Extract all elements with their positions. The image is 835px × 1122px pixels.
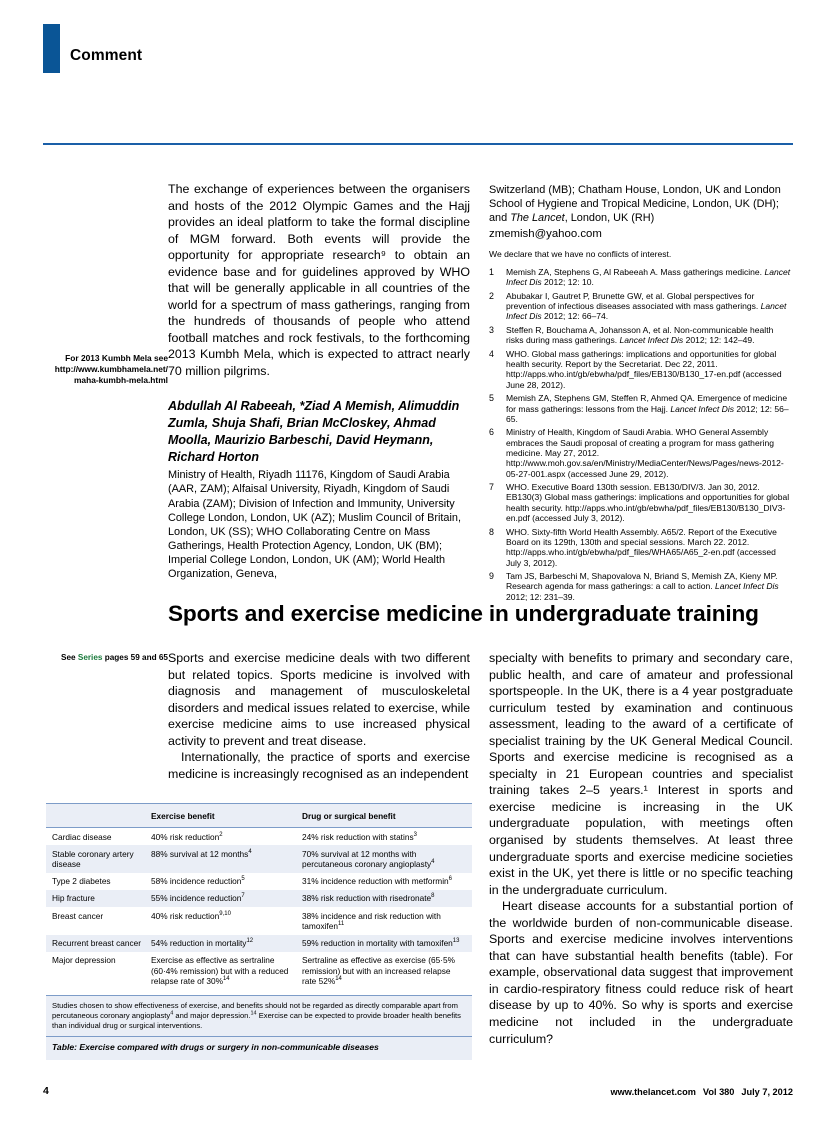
series-link[interactable]: Series (77, 653, 103, 662)
reference-text: Ministry of Health, Kingdom of Saudi Arabia. WHO General Assembly embraces the Saudi proposal of creating a program for mass gathering medicine. May 27, 2012. http://www.moh.gov.sa/en/Ministry/MediaCenter/News/Pages/news-2012-05-27-001.aspx (accessed June 29, 2012). (506, 427, 784, 479)
comment-paragraph: The exchange of experiences between the organisers and hosts of the 2012 Olympic Games and the Hajj provides an ideal platform to take the formal discipline of MGM forward. Both events will provide the opportunity for appropriate research⁹ to obtain an evidence base and for guidelines approved by WHO that will be generally applicable in all countries of the world for a spectrum of mass gatherings, ranging from the hundreds of thousands of people who attend football matches and rock festivals, to the forthcoming 2013 Kumbh Mela, which is expected to attract nearly 70 million pilgrims. (168, 182, 470, 379)
column-header-drug-benefit: Drug or surgical benefit (302, 804, 472, 828)
see-series-prefix: See (61, 653, 78, 662)
cell-condition: Cardiac disease (52, 831, 112, 842)
column-header-condition (46, 804, 151, 828)
reference-number: 3 (489, 324, 494, 335)
table-row (46, 873, 472, 890)
cell-drug-benefit: 70% survival at 12 months with percutaneous coronary angioplasty$^4$ (302, 848, 435, 870)
footer-source-line (603, 1087, 793, 1097)
reference-item (489, 427, 793, 479)
reference-number: 2 (489, 290, 494, 301)
cell-drug-benefit: 59% reduction in mortality with tamoxifen$^{13}$ (302, 938, 460, 949)
reference-text: WHO. Global mass gatherings: implications and opportunities for global health security. Report by the Secretariat. Dec 22, 2011. http://apps.who.int/gb/ebwha/pdf_files/EB130/B130_17-en.pdf (accessed June 28, 2012). (506, 348, 782, 390)
reference-item (489, 291, 793, 322)
cell-exercise-benefit: 40% risk reduction$^{9,10}$ (151, 910, 231, 921)
sports-left-column (168, 650, 470, 782)
reference-item (489, 325, 793, 346)
sports-right-column (489, 650, 793, 1047)
journal-name: The Lancet (510, 212, 565, 225)
page-section-title: Comment (70, 47, 143, 64)
table-row (46, 952, 472, 995)
reference-number: 9 (489, 571, 494, 582)
table-footnote: Studies chosen to show effectiveness of exercise, and benefits should not be regarded as directly comparable apart from percutaneous coronary angioplasty$^4$ and major depression.$^{14}$ Exercise can be expected to provide broader health benefits than individual drug or surgical interventions. (46, 995, 472, 1036)
reference-text: Steffen R, Bouchama A, Johansson A, et al. Non-communicable health risks during mass gatherings. Lancet Infect Dis 2012; 12: 142–49. (506, 324, 774, 346)
reference-text: Memish ZA, Stephens GM, Steffen R, Ahmed QA. Emergence of medicine for mass gatherings: lessons from the Hajj. Lancet Infect Dis 2012; 12: 56–65. (506, 393, 789, 424)
reference-item (489, 393, 793, 424)
reference-text: Memish ZA, Stephens G, Al Rabeeah A. Mass gatherings medicine. Lancet Infect Dis 2012; 12: 10. (506, 267, 791, 288)
reference-item (489, 349, 793, 390)
cell-condition: Stable coronary artery disease (52, 848, 134, 870)
cell-drug-benefit: 24% risk reduction with statins$^3$ (302, 831, 417, 842)
reference-text: WHO. Executive Board 130th session. EB130/DIV/3. Jan 30, 2012. EB130(3) Global mass gatherings: implications and opportunities for global health security. http://apps.who.int/gb/ebwha/pdf_files/EB130/B130_DIV3-en.pdf (accessed July 3, 2012). (506, 482, 790, 524)
margin-note-kumbh-mela (40, 353, 168, 387)
reference-text: WHO. Sixty-fifth World Health Assembly. A65/2. Report of the Executive Board on its 129th, 130th and special sessions. March 22. 2012. http://apps.who.int/gb/ebwha/pdf_files/WHA65/A65_2-en.pdf (accessed July 3, 2012). (506, 526, 777, 568)
cell-exercise-benefit: 40% risk reduction$^2$ (151, 831, 223, 842)
table-row (46, 845, 472, 872)
footer-volume: Vol 380 (702, 1087, 735, 1097)
reference-item (489, 571, 793, 602)
reference-item (489, 267, 793, 288)
cell-condition: Major depression (52, 955, 116, 966)
affiliations-right-text: Switzerland (MB); Chatham House, London, UK and London School of Hygiene and Tropical Medicine, London, UK (DH); and (489, 184, 781, 225)
footer-page-number: 4 (43, 1085, 49, 1097)
cell-condition: Breast cancer (52, 910, 104, 921)
table-row (46, 890, 472, 907)
cell-exercise-benefit: 55% incidence reduction$^7$ (151, 893, 245, 904)
see-series-suffix: pages 59 and 65 (102, 653, 168, 662)
reference-number: 8 (489, 526, 494, 537)
author-list: Abdullah Al Rabeeah, *Ziad A Memish, Alimuddin Zumla, Shuja Shafi, Brian McCloskey, Ahmad Moolla, Maurizio Barbeschi, David Heymann, Richard Horton (168, 398, 460, 465)
cell-condition: Hip fracture (52, 893, 95, 904)
margin-note-line-1: For 2013 Kumbh Mela see (65, 353, 168, 363)
margin-note-see-series (40, 652, 168, 663)
comment-left-column (168, 181, 470, 581)
conflict-of-interest-statement: We declare that we have no conflicts of interest. (489, 248, 672, 259)
header-divider (43, 143, 793, 145)
body-paragraph: Heart disease accounts for a substantial portion of the worldwide burden of non-communicable disease. Sports and exercise medicine involves interventions that can have substantial health benefits (table). For example, observational data suggest that improvement in cardio-respiratory fitness could reduce risk of heart disease by up to 40%. So why is sports and exercise medicine not included in the undergraduate curriculum? (489, 899, 793, 1046)
corresponding-email[interactable]: zmemish@yahoo.com (489, 228, 602, 241)
table-row (46, 907, 472, 934)
column-header-exercise-benefit: Exercise benefit (151, 804, 302, 828)
exercise-benefit-table (46, 803, 472, 1060)
cell-drug-benefit: 31% incidence reduction with metformin$^6$ (302, 876, 452, 887)
cell-condition: Recurrent breast cancer (52, 938, 142, 949)
cell-exercise-benefit: 54% reduction in mortality$^{12}$ (151, 938, 254, 949)
reference-list (489, 267, 793, 605)
table-body (46, 828, 472, 995)
affiliations-right-tail: , London, UK (RH) (564, 212, 655, 225)
body-paragraph: Sports and exercise medicine deals with two different but related topics. Sports medicine is involved with diagnosis and management of musculoskeletal disorders and medical issues related to exercise, while exercise medicine aims to use increased physical activity to prevent and treat disease. (168, 651, 470, 748)
reference-text: Tam JS, Barbeschi M, Shapovalova N, Briand S, Memish ZA, Kieny MP. Research agenda for mass gatherings: a call to action. Lancet Infect Dis 2012; 12: 231–39. (506, 571, 779, 602)
reference-item (489, 482, 793, 523)
cell-exercise-benefit: Exercise as effective as sertraline (60·4% remission) but with a reduced relapse rate of 30%$^{14}$ (151, 955, 289, 986)
table-row (46, 828, 472, 846)
table-header (46, 804, 472, 828)
cell-drug-benefit: 38% incidence and risk reduction with tamoxifen$^{11}$ (302, 910, 441, 931)
table-element (46, 804, 472, 995)
affiliations-left: Ministry of Health, Riyadh 11176, Kingdom of Saudi Arabia (AAR, ZAM); Alfaisal University, Riyadh, Kingdom of Saudi Arabia (ZAM); Division of Infection and Immunity, University College London, London, UK (AZ); Muslim Council of Britain, London, UK (SS); WHO Collaborating Centre on Mass Gatherings, Health Protection Agency, London, UK (BM); Imperial College London, London, UK (AM); World Health Organization, Geneva, (168, 469, 461, 581)
margin-note-line-2[interactable]: http://www.kumbhamela.net/ (54, 364, 168, 375)
reference-number: 4 (489, 348, 494, 359)
affiliations-right (489, 183, 793, 225)
table-header-row (46, 804, 472, 828)
comment-right-column (489, 183, 793, 260)
table-caption: Table: Exercise compared with drugs or surgery in non-communicable diseases (46, 1036, 472, 1061)
reference-text: Abubakar I, Gautret P, Brunette GW, et al. Global perspectives for prevention of infectious diseases associated with mass gatherings. Lancet Infect Dis 2012; 12: 66–74. (506, 290, 787, 322)
body-paragraph: specialty with benefits to primary and secondary care, public health, and care of amateur and professional sportspeople. In the UK, there is a 4 year postgraduate curriculum tested by examination and continuous assessment, leading to the award of a certificate of specialist training by the UK General Medical Council. Sports and exercise medicine is recognised as a specialty in 21 European countries and specialist training takes 2–5 years.¹ Interest in sports and exercise medicine is increasing in the UK undergraduate population, with meetings often organised by students themselves. At least three undergraduate sports and exercise medicine societies exist in the UK, yet there is little or no specific teaching in the undergraduate curriculum. (489, 651, 793, 897)
body-paragraph: Internationally, the practice of sports and exercise medicine is increasingly recognised as an independent (168, 750, 470, 781)
reference-number: 1 (489, 267, 494, 277)
cell-drug-benefit: Sertraline as effective as exercise (65·5% remission) but with an increased relapse rate 52%$^{14}$ (302, 955, 455, 986)
cell-condition: Type 2 diabetes (52, 876, 111, 887)
table-row (46, 935, 472, 952)
cell-drug-benefit: 38% risk reduction with risedronate$^8$ (302, 893, 435, 904)
page-title: Sports and exercise medicine in undergraduate training (168, 601, 759, 626)
reference-number: 6 (489, 427, 494, 438)
footer-website[interactable]: www.thelancet.com (610, 1087, 696, 1097)
comment-body (168, 181, 470, 380)
reference-number: 7 (489, 482, 494, 493)
reference-number: 5 (489, 393, 494, 404)
cell-exercise-benefit: 88% survival at 12 months$^4$ (151, 848, 252, 859)
margin-note-line-3[interactable]: maha-kumbh-mela.html (73, 375, 168, 386)
footer-date: July 7, 2012 (741, 1087, 793, 1097)
cell-exercise-benefit: 58% incidence reduction$^5$ (151, 876, 245, 887)
section-accent-bar (43, 24, 60, 73)
reference-item (489, 527, 793, 568)
